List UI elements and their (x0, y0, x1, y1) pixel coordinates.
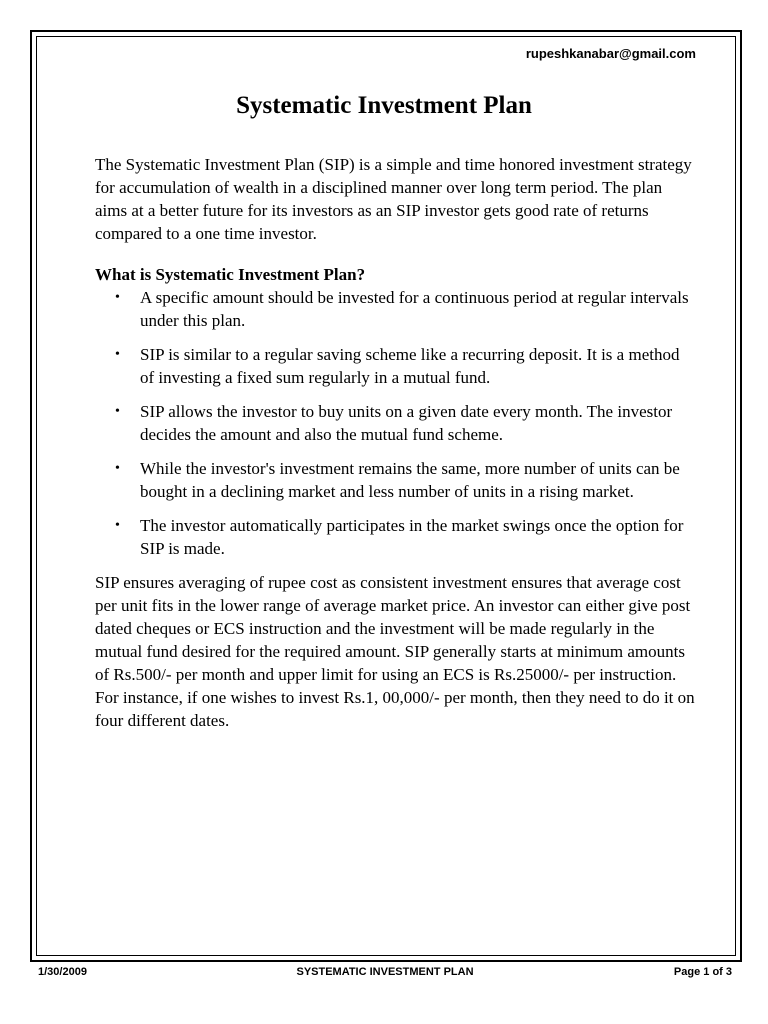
bullet-icon: • (115, 404, 120, 419)
list-item (95, 457, 695, 503)
closing-paragraph: SIP ensures averaging of rupee cost as consistent investment ensures that average cost per unit fits in the lower range of average market price. An investor can either give post dated cheques or ECS instruction and the investment will be made regularly in the mutual fund desired for the required amount. SIP generally starts at minimum amounts of Rs.500/- per month and upper limit for using an ECS is Rs.25000/- per instruction. For instance, if one wishes to invest Rs.1, 00,000/- per month, then they need to do it on four different dates. (95, 573, 695, 730)
list-item-text: SIP allows the investor to buy units on a given date every month. The investor decides the amount and also the mutual fund scheme. (140, 402, 673, 444)
bullet-icon: • (115, 461, 120, 476)
footer-date: 1/30/2009 (38, 966, 87, 978)
bullet-icon: • (115, 290, 120, 305)
section-heading: What is Systematic Investment Plan? (95, 265, 366, 284)
document-body (95, 153, 695, 732)
list-item-text: A specific amount should be invested for a continuous period at regular intervals under this plan. (140, 288, 689, 330)
list-item-text: The investor automatically participates in the market swings once the option for SIP is made. (140, 516, 684, 558)
bullet-icon: • (115, 518, 120, 533)
list-item (95, 343, 695, 389)
intro-paragraph: The Systematic Investment Plan (SIP) is a simple and time honored investment strategy for accumulation of wealth in a disciplined manner over long term period. The plan aims at a better future for its investors as an SIP investor gets good rate of returns compared to a one time investor. (95, 155, 692, 243)
footer-title: SYSTEMATIC INVESTMENT PLAN (296, 966, 474, 978)
list-item (95, 400, 695, 446)
footer-page-number: Page 1 of 3 (673, 966, 732, 978)
list-item-text: While the investor's investment remains the same, more number of units can be bought in a declining market and less number of units in a rising market. (140, 459, 680, 501)
list-item (95, 514, 695, 560)
list-item-text: SIP is similar to a regular saving scheme like a recurring deposit. It is a method of investing a fixed sum regularly in a mutual fund. (140, 345, 680, 387)
document-title: Systematic Investment Plan (236, 92, 532, 119)
page-footer (38, 966, 732, 982)
bullet-icon: • (115, 347, 120, 362)
author-email: rupeshkanabar@gmail.com (525, 46, 696, 61)
bullet-list (95, 286, 695, 560)
list-item (95, 286, 695, 332)
